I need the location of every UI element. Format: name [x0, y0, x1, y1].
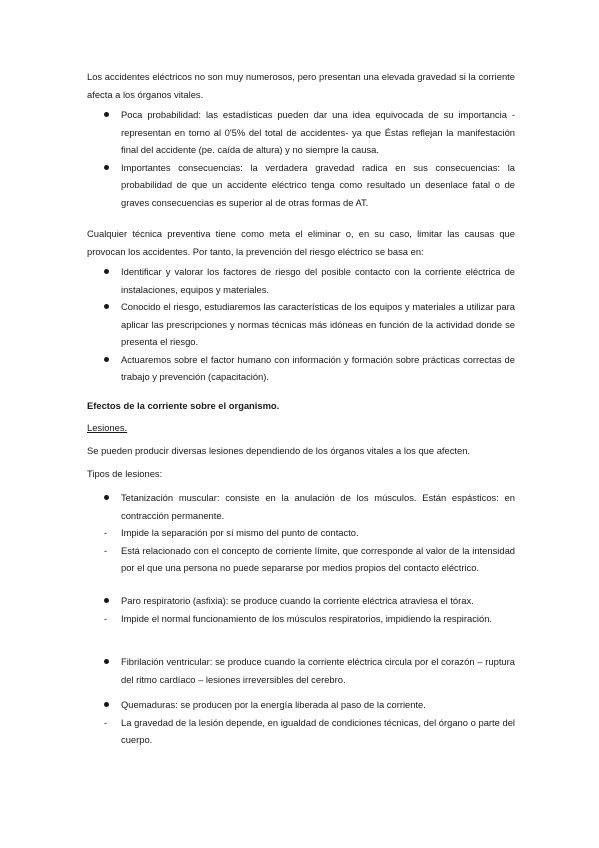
bullet-text: Paro respiratorio (asfixia): se produce cuando la corriente eléctrica atraviesa el tórax. — [121, 595, 474, 606]
list-item — [87, 298, 515, 351]
tetanizacion-list — [87, 489, 515, 577]
intro-bullet-list — [87, 106, 515, 211]
bullet-text: Quemaduras: se producen por la energía liberada al paso de la corriente. — [121, 699, 426, 710]
lesions-paragraph: Se pueden producir diversas lesiones dependiendo de los órganos vitales a los que afecten. — [87, 445, 471, 456]
fibrilacion-list — [87, 653, 515, 688]
prevention-bullet-list — [87, 263, 515, 386]
bullet-icon — [104, 598, 109, 603]
list-item — [87, 653, 515, 688]
dash-icon: - — [104, 544, 108, 556]
bullet-icon — [104, 357, 109, 362]
bullet-text: Conocido el riesgo, estudiaremos las características de los equipos y materiales a utilizar para aplicar las prescripciones y normas técnicas más idóneas en función de la actividad donde se presenta el riesgo. — [121, 301, 515, 347]
dash-text: La gravedad de la lesión depende, en igualdad de condiciones técnicas, del órgano o parte del cuerpo. — [121, 716, 515, 745]
bullet-icon — [104, 495, 109, 500]
paro-list — [87, 592, 515, 627]
list-item — [87, 489, 515, 524]
dash-icon: - — [104, 716, 108, 728]
dash-text: Impide la separación por sí mismo del punto de contacto. — [121, 527, 359, 538]
list-item — [87, 592, 515, 610]
bullet-text: Identificar y valorar los factores de riesgo del posible contacto con la corriente eléctrica de instalaciones, equipos y materiales. — [121, 266, 515, 295]
lesion-types-label: Tipos de lesiones: — [87, 468, 163, 479]
bullet-text: Importantes consecuencias: la verdadera gravedad radica en sus consecuencias: la probabilidad de que un accidente eléctrico tenga como resultado un desenlace fatal o de graves consecuencias es superior al de otras formas de AT. — [121, 161, 515, 208]
list-item — [87, 263, 515, 298]
bullet-icon — [104, 659, 109, 664]
list-item — [87, 159, 515, 212]
dash-icon: - — [104, 612, 108, 624]
dash-text: Está relacionado con el concepto de corriente límite, que corresponde al valor de la intensidad por el que una persona no puede separarse por medios propios del contacto eléctrico. — [121, 544, 515, 573]
list-item — [87, 610, 515, 628]
bullet-icon — [104, 112, 109, 117]
bullet-text: Fibrilación ventricular: se produce cuando la corriente eléctrica circula por el corazón – ruptura del ritmo cardíaco – lesiones irreversibles del cerebro. — [121, 656, 515, 685]
list-item — [87, 542, 515, 577]
dash-icon: - — [104, 527, 108, 538]
quemaduras-list — [87, 696, 515, 749]
list-item — [87, 524, 515, 542]
bullet-icon — [104, 304, 109, 309]
list-item — [87, 714, 515, 749]
bullet-text: Actuaremos sobre el factor humano con información y formación sobre prácticas correctas de trabajo y prevención (capacitación). — [121, 353, 515, 382]
list-item — [87, 351, 515, 386]
list-item — [87, 696, 515, 714]
prevention-paragraph: Cualquier técnica preventiva tiene como meta el eliminar o, en su caso, limitar las causas que provocan los accidentes. Por tanto, la prevención del riesgo eléctrico se basa en: — [87, 228, 515, 257]
bullet-icon — [104, 269, 109, 274]
dash-text: Impide el normal funcionamiento de los músculos respiratorios, impidiendo la respiración. — [121, 612, 493, 624]
section-heading: Efectos de la corriente sobre el organismo. — [87, 400, 280, 411]
bullet-text: Poca probabilidad: las estadísticas pueden dar una idea equivocada de su importancia - representan en torno al 0'5% del total de accidentes- ya que Éstas reflejan la manifestación final del accidente (pe. caída de altura) y no siempre la causa. — [121, 109, 515, 155]
bullet-icon — [104, 165, 109, 170]
bullet-text: Tetanización muscular: consiste en la anulación de los músculos. Están espásticos: en contracción permanente. — [121, 492, 515, 521]
bullet-icon — [104, 702, 109, 707]
subsection-heading: Lesiones. — [87, 422, 128, 433]
intro-paragraph: Los accidentes eléctricos no son muy numerosos, pero presentan una elevada gravedad si la corriente afecta a los órganos vitales. — [87, 71, 515, 100]
list-item — [87, 106, 515, 159]
